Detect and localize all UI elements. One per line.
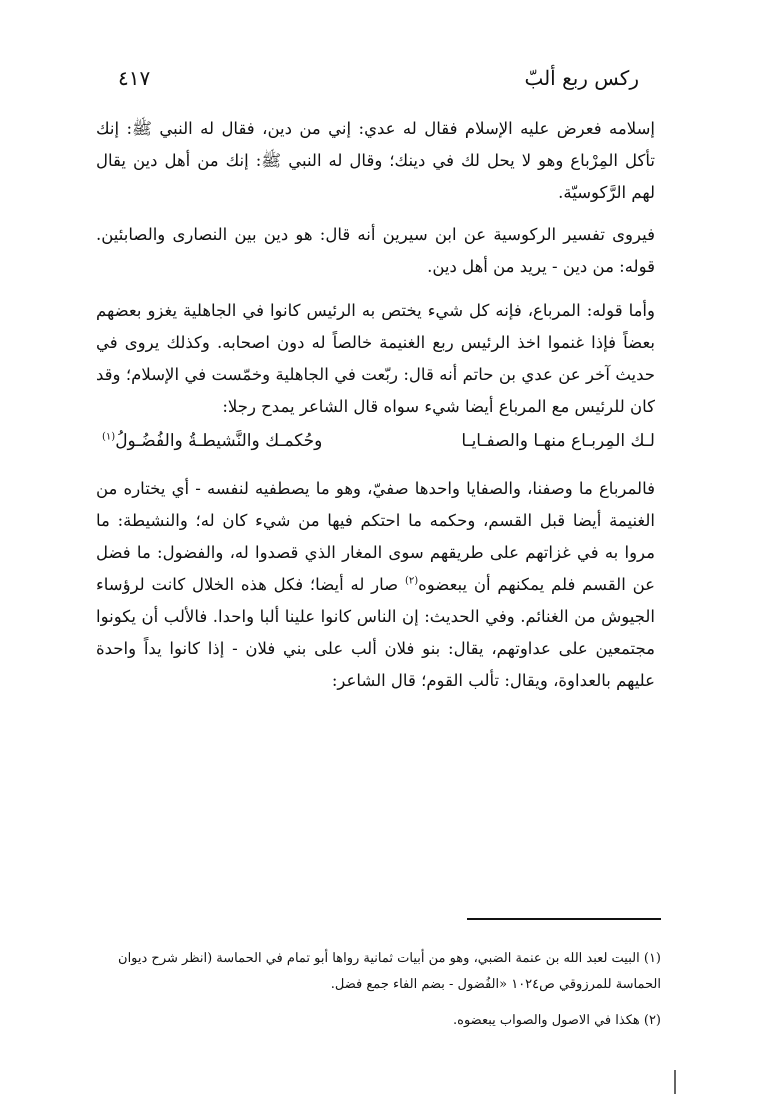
footnotes: [96, 946, 661, 1034]
paragraph-4-text-a: فالمرباع ما وصفنا، والصفايا واحدها صفيّ، وهو ما يصطفيه لنفسه - أي يختاره من الغنيمة أيضا قبل القسم، وحكمه ما احتكم فيها من شيء كان له؛ والنشيطة: ما مروا به في غزاتهم على طريقهم سوى المغار الذي قصدوا له، والفضول: ما فضل عن القسم فلم يمكنهم أن يبعضوه: [96, 479, 655, 594]
verse-second-hemistich-wrap: [96, 425, 322, 457]
footnote-ref-2[interactable]: (٢): [404, 575, 419, 587]
verse-first-hemistich: لـك المِربـاع منهـا والصفـايـا: [461, 431, 655, 451]
running-header: [118, 58, 639, 98]
paragraph-4: [96, 473, 655, 697]
scan-mark: [674, 1070, 676, 1094]
poetry-verse: [96, 425, 655, 457]
page-number: ٤١٧: [118, 66, 151, 90]
footnote-ref-1[interactable]: (١): [102, 431, 116, 443]
body-text: [96, 113, 655, 697]
verse-second-hemistich: وحُكمـك والنَّشيطـةُ والفُضُـولُ: [115, 431, 323, 451]
footnote-2: (٢) هكذا في الاصول والصواب يبعضوه.: [453, 1013, 661, 1028]
paragraph-2: فيروى تفسير الركوسية عن ابن سيرين أنه قال: هو دين بين النصارى والصابئين. قوله: من دين - يريد من أهل دين.: [96, 225, 655, 276]
running-title: ركس ربع ألبّ: [524, 66, 639, 90]
paragraph-1: إسلامه فعرض عليه الإسلام فقال له عدي: إني من دين، فقال له النبي ﷺ: إنك تأكل المِرْباع وهو لا يحل لك في دينك؛ وقال له النبي ﷺ: إنك من أهل دين يقال لهم الرَّكوسيّة.: [96, 119, 655, 202]
paragraph-3: وأما قوله: المرباع، فإنه كل شيء يختص به الرئيس كانوا في الجاهلية يغزو بعضهم بعضاً فإذا غنموا اخذ الرئيس ربع الغنيمة خالصاً له دون اصحابه. وكذلك يروى في حديث آخر عن عدي بن حاتم أنه قال: ربّعت في الجاهلية وخمّست في الإسلام؛ وقد كان للرئيس مع المرباع أيضا شيء سواه قال الشاعر يمدح رجلا:: [96, 301, 655, 416]
paragraph-4-text-b: صار له أيضا؛ فكل هذه الخلال كانت لرؤساء الجيوش من الغنائم. وفي الحديث: إن الناس كانوا علينا ألبا واحدا. فالألب أن يكونوا مجتمعين على عداوتهم، يقال: بنو فلان ألب على بني فلان - إذا كانوا يداً واحدة عليهم بالعداوة، ويقال: تألب القوم؛ قال الشاعر:: [96, 575, 655, 690]
footnote-divider: [467, 918, 661, 920]
footnote-1: (١) البيت لعبد الله بن عنمة الضبي، وهو من أبيات ثمانية رواها أبو تمام في الحماسة (انظر شرح ديوان الحماسة للمرزوقي ص١٠٢٤ «الفُضول - بضم الفاء جمع فضل.: [118, 951, 661, 992]
